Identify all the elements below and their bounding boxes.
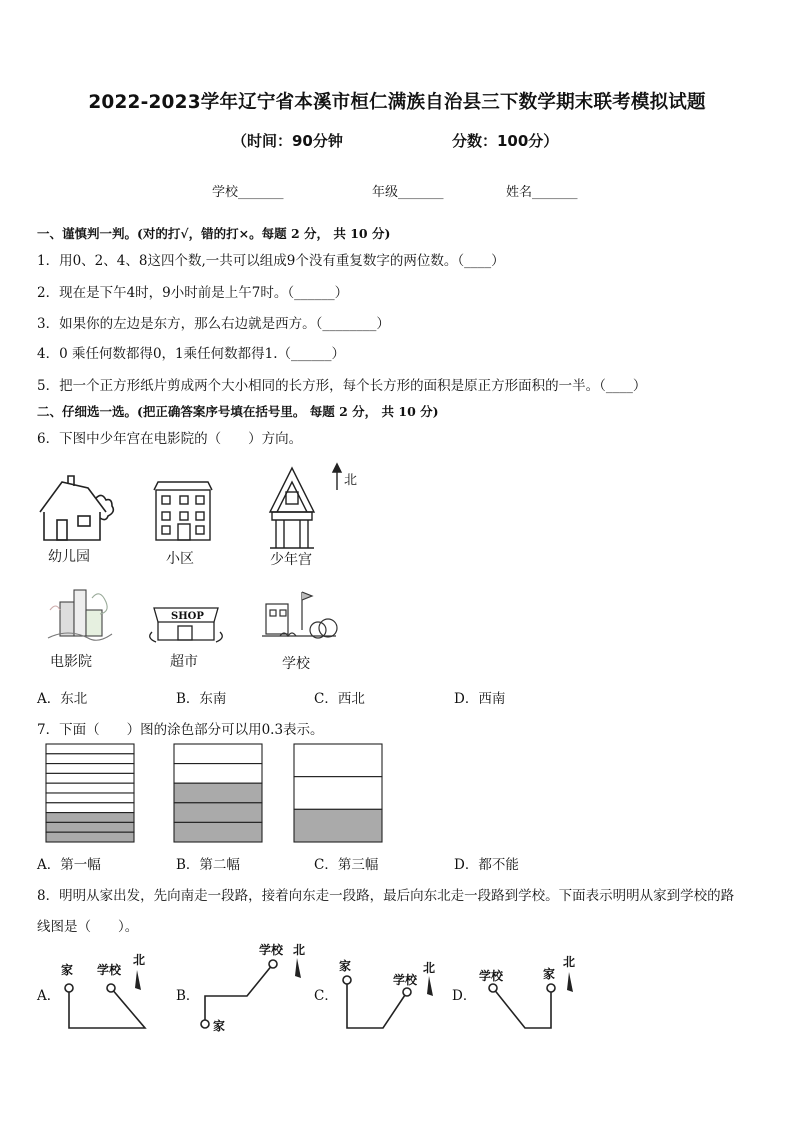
q8-option-b: B． <box>176 988 200 1004</box>
community-building-icon <box>154 482 212 540</box>
name-field: 姓名_______ <box>506 185 578 200</box>
q7-figure-1-row <box>46 813 134 823</box>
q7-figure-3-row <box>294 777 382 810</box>
north-arrow-c-icon <box>427 976 433 996</box>
q7-figure-1-row <box>46 754 134 764</box>
q7-figure-3 <box>294 744 382 842</box>
question-4: 4．0 乘任何数都得0，1乘任何数都得1.（______） <box>37 346 346 362</box>
route-c-north: 北 <box>423 961 436 975</box>
q7-figure-2 <box>174 744 262 842</box>
q6-map <box>30 460 370 675</box>
q7-figure-2-row <box>174 783 262 803</box>
q6-option-b: B．东南 <box>176 691 227 707</box>
route-b-north: 北 <box>293 943 306 957</box>
question-2: 2．现在是下午4时，9小时前是上午7时。（______） <box>37 285 349 301</box>
label-school: 学校 <box>282 656 310 672</box>
q8-option-d: D． <box>452 988 477 1004</box>
shop-sign: SHOP <box>171 611 204 622</box>
route-b-school: 学校 <box>259 943 284 957</box>
q6-option-d: D．西南 <box>454 691 506 707</box>
q7-option-b: B．第二幅 <box>176 857 240 873</box>
q7-figure-1-row <box>46 803 134 813</box>
q7-figure-3-row <box>294 809 382 842</box>
label-cinema: 电影院 <box>50 654 92 670</box>
q7-option-d: D．都不能 <box>454 857 519 873</box>
question-8-line-1: 8．明明从家出发，先向南走一段路，接着向东走一段路，最后向东北走一段路到学校。下面表示明明从家到学校的路 <box>37 888 735 904</box>
north-label: 北 <box>344 473 358 488</box>
route-d-home: 家 <box>543 967 556 981</box>
q7-option-a: A．第一幅 <box>37 857 101 873</box>
route-d-school: 学校 <box>479 969 504 983</box>
q7-figure-3-row <box>294 744 382 777</box>
q7-figure-1 <box>46 744 134 842</box>
q7-figures <box>40 740 390 850</box>
q7-option-c: C．第三幅 <box>314 857 379 873</box>
label-kindergarten: 幼儿园 <box>48 549 90 565</box>
question-5: 5．把一个正方形纸片剪成两个大小相同的长方形，每个长方形的面积是原正方形面积的一半。（____） <box>37 378 647 394</box>
q6-option-a: A．东北 <box>37 691 88 707</box>
route-a-home: 家 <box>61 963 74 977</box>
north-arrow-a-icon <box>135 970 141 990</box>
kindergarten-icon <box>40 476 113 540</box>
q7-figure-1-row <box>46 764 134 774</box>
route-a-school: 学校 <box>97 963 122 977</box>
route-d-north: 北 <box>563 955 576 969</box>
q8-option-c: C． <box>314 988 338 1004</box>
q7-figure-2-row <box>174 744 262 764</box>
q7-figure-2-row <box>174 764 262 784</box>
q7-figure-1-row <box>46 783 134 793</box>
question-3: 3．如果你的左边是东方，那么右边就是西方。（________） <box>37 316 390 332</box>
question-6: 6．下图中少年宫在电影院的（ ）方向。 <box>37 431 303 447</box>
q8-option-a: A． <box>37 988 61 1004</box>
school-field: 学校_______ <box>212 185 284 200</box>
north-arrow-b-icon <box>295 958 301 978</box>
q6-option-c: C．西北 <box>314 691 365 707</box>
question-7: 7．下面（ ）图的涂色部分可以用0.3表示。 <box>37 722 324 738</box>
route-c-home: 家 <box>339 959 352 973</box>
youth-palace-icon <box>270 468 314 548</box>
route-a-north: 北 <box>133 953 146 967</box>
q7-figure-1-row <box>46 832 134 842</box>
exam-time: （时间：90分钟 <box>232 132 343 150</box>
north-arrow-icon <box>333 464 341 490</box>
north-markers <box>135 958 573 996</box>
q7-figure-1-row <box>46 822 134 832</box>
cinema-icon <box>48 590 112 640</box>
page-title: 2022-2023学年辽宁省本溪市桓仁满族自治县三下数学期末联考模拟试题 <box>88 92 706 113</box>
q7-figure-1-row <box>46 793 134 803</box>
label-community: 小区 <box>166 551 194 567</box>
q7-figure-2-row <box>174 803 262 823</box>
question-1: 1．用0、2、4、8这四个数,一共可以组成9个没有重复数字的两位数。（____） <box>37 253 505 269</box>
q8-route-diagrams <box>55 940 595 1040</box>
exam-score: 分数：100分） <box>452 132 559 150</box>
q7-figure-1-row <box>46 773 134 783</box>
q7-figure-1-row <box>46 744 134 754</box>
grade-field: 年级_______ <box>372 185 444 200</box>
school-icon <box>262 592 337 638</box>
north-arrow-d-icon <box>567 972 573 992</box>
section-2-heading: 二、仔细选一选。(把正确答案序号填在括号里。 每题 2 分， 共 10 分) <box>37 404 439 419</box>
route-b-home: 家 <box>213 1019 226 1033</box>
q7-figure-2-row <box>174 822 262 842</box>
route-c-school: 学校 <box>393 973 418 987</box>
section-1-heading: 一、谨慎判一判。(对的打√，错的打×。每题 2 分， 共 10 分) <box>37 226 391 241</box>
label-supermarket: 超市 <box>170 654 198 670</box>
question-8-line-2: 线图是（ ）。 <box>37 919 139 935</box>
label-youth-palace: 少年宫 <box>270 552 312 568</box>
